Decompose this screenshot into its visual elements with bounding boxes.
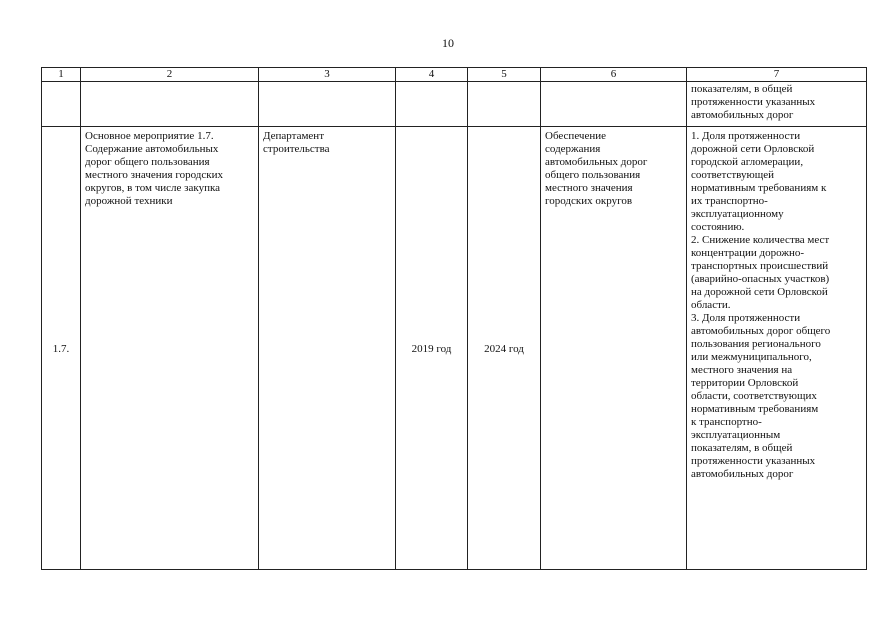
continued-indicators-cell bbox=[687, 82, 867, 127]
start-year-cell: 2019 год bbox=[396, 127, 468, 570]
event-text: Основное мероприятие 1.7. Содержание автомобильных дорог общего пользования местного значения городских округов, в том числе закупка дорожной техники bbox=[85, 130, 223, 207]
continued-indicators-text: показателям, в общей протяженности указанных автомобильных дорог bbox=[691, 83, 816, 121]
result-cell bbox=[541, 127, 687, 570]
column-number-2: 2 bbox=[81, 68, 259, 82]
column-number-7: 7 bbox=[687, 68, 867, 82]
column-number-4: 4 bbox=[396, 68, 468, 82]
table-row bbox=[42, 127, 867, 570]
column-number-1: 1 bbox=[42, 68, 81, 82]
column-number-row bbox=[42, 68, 867, 82]
result-text: Обеспечение содержания автомобильных дорог общего пользования местного значения городских округов bbox=[545, 130, 648, 207]
cell-empty bbox=[541, 82, 687, 127]
cell-empty bbox=[259, 82, 396, 127]
column-number-3: 3 bbox=[259, 68, 396, 82]
column-number-6: 6 bbox=[541, 68, 687, 82]
executor-cell bbox=[259, 127, 396, 570]
event-cell bbox=[81, 127, 259, 570]
cell-empty bbox=[396, 82, 468, 127]
column-number-5: 5 bbox=[468, 68, 541, 82]
cell-empty bbox=[468, 82, 541, 127]
continuation-row bbox=[42, 82, 867, 127]
end-year-cell: 2024 год bbox=[468, 127, 541, 570]
program-table bbox=[41, 67, 867, 570]
cell-empty bbox=[42, 82, 81, 127]
executor-text: Департамент строительства bbox=[263, 130, 330, 155]
row-number-cell: 1.7. bbox=[42, 127, 81, 570]
indicators-cell bbox=[687, 127, 867, 570]
cell-empty bbox=[81, 82, 259, 127]
page-number: 10 bbox=[442, 36, 454, 50]
indicators-text: 1. Доля протяженности дорожной сети Орловской городской агломерации, соответствующей нормативным требованиям к их транспортно- эксплуатационному состоянию. 2. Снижение количества мест концентрации дорожно- транспортных происшествий (аварийно-опасных участков) на дорожной сети Орловской области. 3. Доля протяженности автомобильных дорог общего пользования регионального или межмуниципального, местного значения на территории Орловской области, соответствующих нормативным требованиям к транспортно- эксплуатационным показателям, в общей протяженности указанных автомобильных дорог bbox=[691, 130, 831, 480]
